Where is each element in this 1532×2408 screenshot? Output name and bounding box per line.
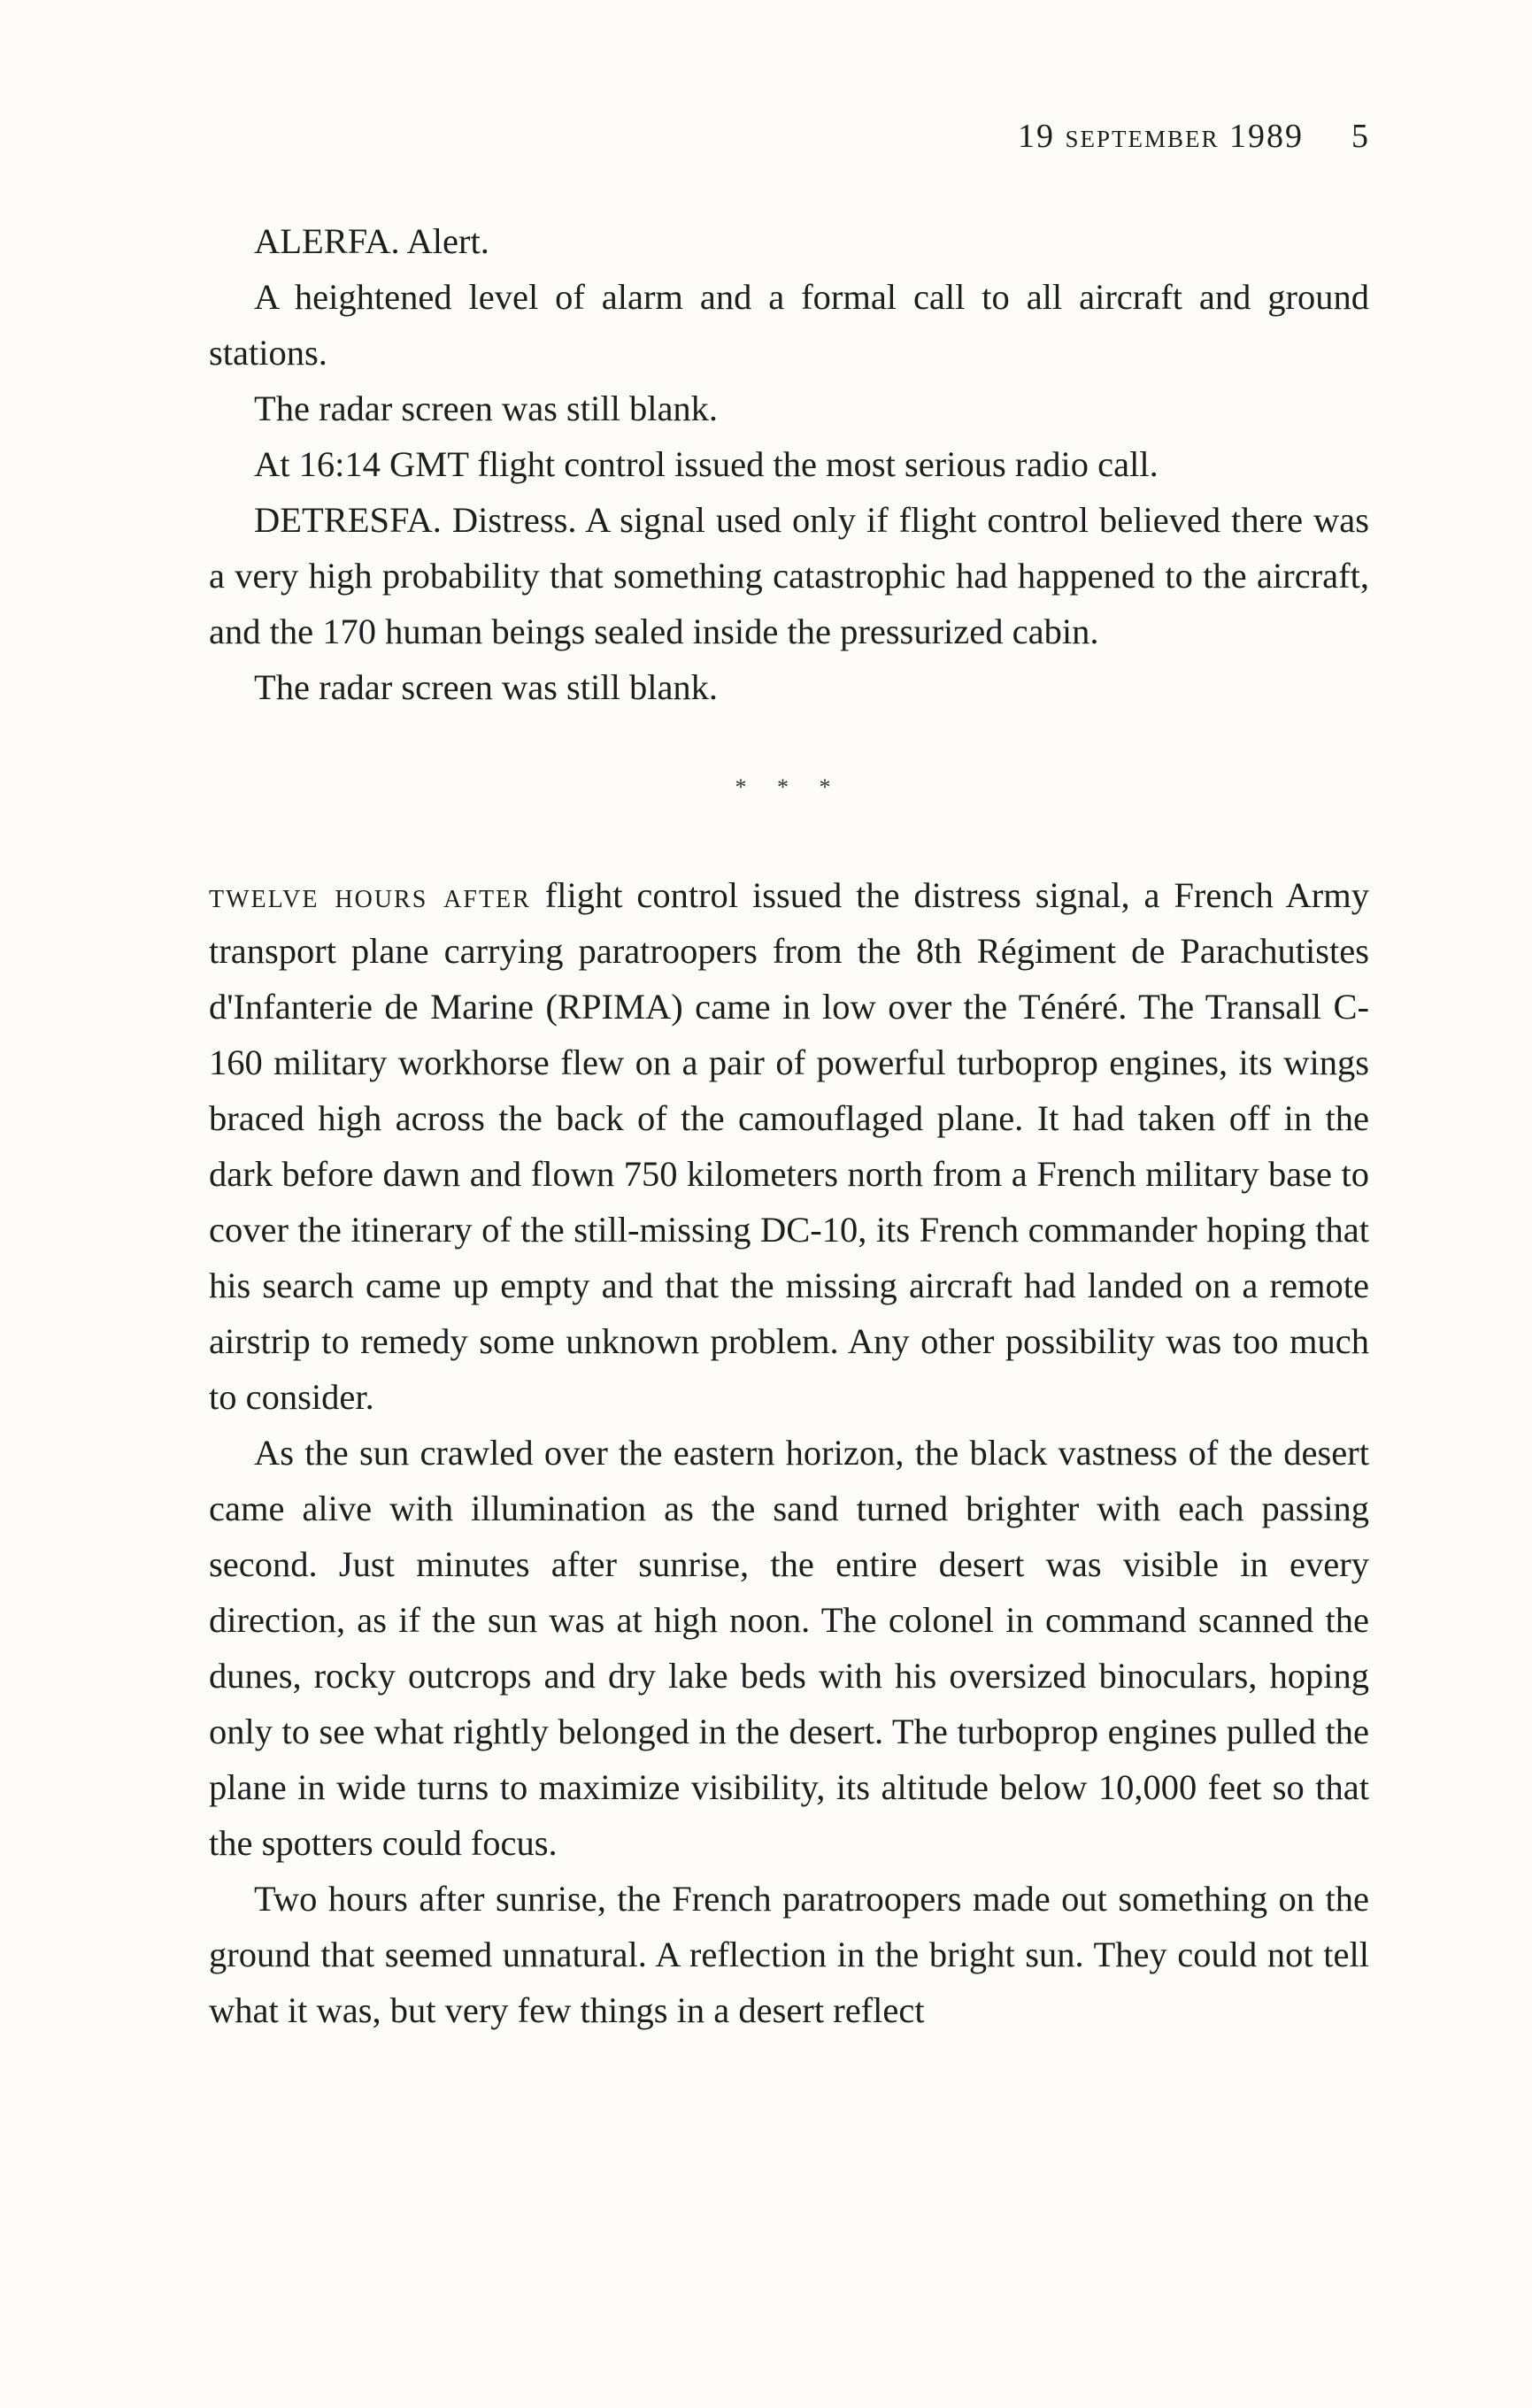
body-text (209, 213, 1369, 2038)
paragraph-radar-blank-2: The radar screen was still blank. (254, 667, 719, 707)
paragraph-reflection: Two hours after sunrise, the French paratroopers made out something on the ground that seemed unnatural. A reflection in the bright sun. They could not tell what it was, but very few things in a desert reflect (209, 1879, 1369, 2030)
running-head (1018, 117, 1369, 156)
paragraph-radar-blank-1: The radar screen was still blank. (254, 389, 719, 428)
running-head-date: 19 september 1989 (1017, 118, 1304, 155)
paragraph-twelve-hours-text: flight control issued the distress signal, a French Army transport plane carrying paratroopers from the 8th Régiment de Parachutistes d'Infanterie de Marine (RPIMA) came in low over the Ténéré. The Transall C-160 military workhorse flew on a pair of powerful turboprop engines, its wings braced high across the back of the camouflaged plane. It had taken off in the dark before dawn and flown 750 kilometers north from a French military base to cover the itinerary of the still-missing DC-10, its French commander hoping that his search came up empty and that the missing aircraft had landed on a remote airstrip to remedy some unknown problem. Any other possibility was too much to consider. (209, 875, 1370, 1417)
paragraph-radio-call: At 16:14 GMT flight control issued the most serious radio call. (254, 444, 1159, 484)
paragraph-twelve-hours (209, 867, 1369, 1425)
paragraph-sunrise: As the sun crawled over the eastern horizon, the black vastness of the desert came alive with illumination as the sand turned brighter with each passing second. Just minutes after sunrise, the entire desert was visible in every direction, as if the sun was at high noon. The colonel in command scanned the dunes, rocky outcrops and dry lake beds with his oversized binoculars, hoping only to see what rightly belonged in the desert. The turboprop engines pulled the plane in wide turns to maximize visibility, its altitude below 10,000 feet so that the spotters could focus. (209, 1433, 1369, 1863)
paragraph-heightened-alarm: A heightened level of alarm and a formal call to all aircraft and ground stations. (209, 277, 1369, 373)
small-caps-lead-in: twelve hours after (209, 875, 531, 915)
section-break-ornament: * * * (735, 774, 843, 800)
paragraph-alerfa: ALERFA. Alert. (254, 221, 489, 261)
page-number: 5 (1351, 118, 1369, 155)
paragraph-detresfa: DETRESFA. Distress. A signal used only if flight control believed there was a very high probability that something catastrophic had happened to the aircraft, and the 170 human beings sealed inside the pressurized cabin. (209, 500, 1369, 651)
